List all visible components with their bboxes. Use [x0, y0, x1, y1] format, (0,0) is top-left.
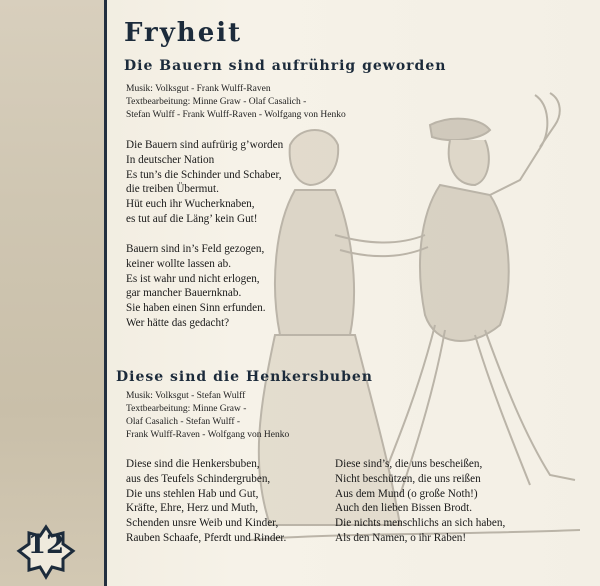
credit-line: Musik: Volksgut - Stefan Wulff — [126, 391, 246, 401]
lyric-line: keiner wollte lassen ab. — [126, 257, 232, 270]
lyric-line: Diese sind’s, die uns bescheißen, — [335, 458, 483, 470]
lyric-line: Die uns stehlen Hab und Gut, — [126, 487, 259, 500]
song1-stanza2 — [126, 242, 266, 331]
page-number: 12 — [27, 530, 65, 560]
credit-line: Textbearbeitung: Minne Graw - — [126, 404, 247, 414]
lyric-line: Die nichts menschlichs an sich haben, — [335, 517, 506, 530]
lyric-line: gar mancher Bauernknab. — [126, 287, 242, 300]
credit-line: Olaf Casalich - Stefan Wulff - — [126, 417, 241, 427]
lyric-line: Kräfte, Ehre, Herz und Muth, — [126, 502, 259, 515]
lyric-line: Bauern sind in’s Feld gezogen, — [126, 243, 265, 255]
lyric-line: Aus dem Mund (o große Noth!) — [335, 487, 478, 500]
lyric-line: Schenden unsre Weib und Kinder, — [126, 517, 279, 530]
lyric-line: Die Bauern sind aufrürig g’worden — [126, 139, 284, 151]
lyric-line: Als den Namen, o ihr Raben! — [335, 531, 467, 544]
lyric-line: es tut auf die Läng’ kein Gut! — [126, 212, 258, 225]
song1-credits — [126, 83, 346, 122]
lyric-line: In deutscher Nation — [126, 153, 215, 166]
credit-line: Frank Wulff-Raven - Wolfgang von Henko — [126, 430, 290, 440]
credit-line: Stefan Wulff - Frank Wulff-Raven - Wolfgang von Henko — [126, 110, 346, 120]
lyric-line: Wer hätte das gedacht? — [126, 316, 230, 329]
lyric-line: die treiben Übermut. — [126, 183, 219, 196]
lyric-line: Nicht beschützen, die uns reißen — [335, 472, 481, 485]
lyric-line: Hüt euch ihr Wucherknaben, — [126, 198, 255, 211]
song2-stanza1 — [126, 457, 286, 546]
lyric-line: Sie haben einen Sinn erfunden. — [126, 302, 266, 315]
lyric-line: aus des Teufels Schindergruben, — [126, 472, 271, 485]
credit-line: Textbearbeitung: Minne Graw - Olaf Casalich - — [126, 97, 307, 107]
song1-title: Die Bauern sind aufrührig geworden — [124, 58, 447, 74]
left-sidebar-band — [0, 0, 104, 586]
lyric-line: Rauben Schaafe, Pferdt und Rinder. — [126, 531, 287, 544]
song2-title: Diese sind die Henkersbuben — [116, 369, 373, 385]
sidebar-divider — [104, 0, 107, 586]
lyric-line: Es tun’s die Schinder und Schaber, — [126, 168, 282, 181]
lyric-line: Auch den lieben Bissen Brodt. — [335, 502, 473, 515]
page-title: Fryheit — [124, 18, 243, 48]
song2-credits — [126, 390, 289, 442]
song2-stanza2 — [335, 457, 505, 546]
lyric-line: Es ist wahr und nicht erlogen, — [126, 272, 260, 285]
song1-stanza1 — [126, 138, 283, 227]
credit-line: Musik: Volksgut - Frank Wulff-Raven — [126, 84, 271, 94]
lyric-line: Diese sind die Henkersbuben, — [126, 458, 260, 470]
